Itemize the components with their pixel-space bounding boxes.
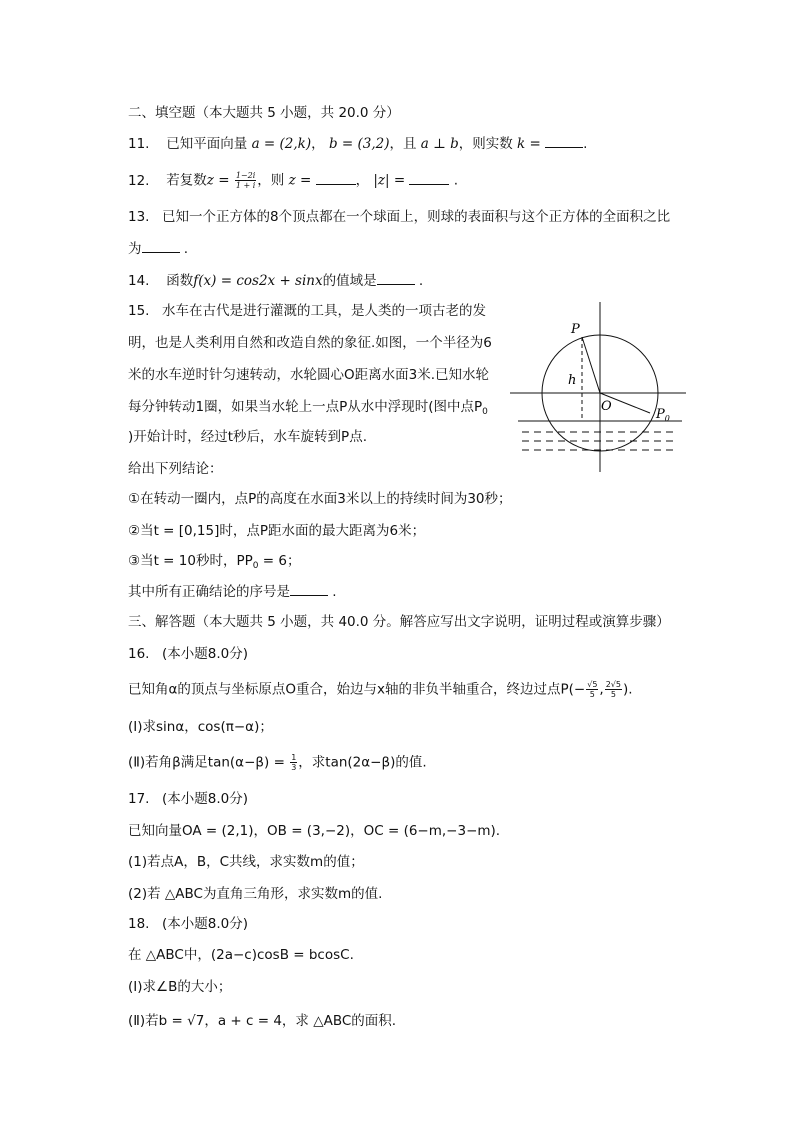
q15-text4-sub: 0 [482, 407, 488, 417]
q12-text-b: ，则 [257, 172, 285, 189]
q16-frac3-bot: 3 [291, 763, 297, 772]
q18-score: (本小题8.0分) [162, 916, 249, 932]
q16-frac-3 [290, 753, 297, 772]
question-15-line10 [128, 583, 337, 601]
answer-blank[interactable] [545, 135, 583, 148]
label-h: h [568, 373, 577, 388]
q11-comma: ， [311, 136, 325, 152]
q14-text-b: 的值域是 [322, 273, 377, 289]
q16-frac-1 [586, 680, 598, 699]
question-15-line1 [128, 302, 486, 320]
q16-part-2 [128, 753, 427, 772]
q11-perp: a ⊥ b [420, 136, 459, 152]
q15-text1: 水车在古代是进行灌溉的工具，是人类的一项古老的发 [162, 303, 486, 319]
question-15-line5: )开始计时，经过t秒后，水车旋转到P点. [128, 429, 367, 445]
question-15-line2: 明，也是人类利用自然和改造自然的象征.如图，一个半径为6 [128, 335, 492, 351]
q13-text2: 为 [128, 241, 142, 257]
question-12 [128, 171, 458, 190]
q16-stem-b: ). [623, 681, 633, 698]
q12-period: . [453, 172, 459, 189]
q12-fraction [235, 171, 256, 190]
q12-frac-top: 1−2i [235, 171, 256, 180]
q15-c3-a: ③当t = 10秒时，PP [128, 553, 253, 569]
question-11 [128, 135, 587, 153]
question-number: 15. [128, 303, 150, 319]
q16-part-1: (Ⅰ)求sinα，cos(π−α)； [128, 719, 273, 735]
question-16-stem: 已知角α的顶点与坐标原点O重合，始边与x轴的非负半轴重合，终边过点P(− $\frac{√5}{5}$ , $\frac{2√5}{5}$ ). [128, 680, 633, 699]
question-number: 12. [128, 172, 150, 189]
q12-text-a: 若复数 [166, 172, 207, 189]
q15-conclusion-2: ②当t = [0,15]时，点P距水面的最大距离为6米； [128, 523, 426, 539]
q12-zbar: z = [288, 172, 312, 189]
question-17-header [128, 790, 248, 808]
q16-frac1-top: √5 [587, 680, 598, 689]
question-15-line3: 米的水车逆时针匀速转动，水轮圆心O距离水面3米.已知水轮 [128, 367, 490, 383]
q14-text-a: 函数 [166, 273, 194, 289]
question-number: 16. [128, 646, 150, 662]
radius-OP [582, 337, 600, 393]
q15-conclusion-1: ①在转动一圈内，点P的高度在水面3米以上的持续时间为30秒； [128, 491, 512, 507]
q12-frac-bot: 1 + i [235, 181, 256, 190]
question-15-line4 [128, 398, 488, 421]
label-P0-sub: 0 [664, 414, 670, 423]
q16-frac-2 [605, 680, 622, 699]
q15-conclusion-3 [128, 552, 300, 575]
answer-blank[interactable] [409, 172, 449, 185]
fill-blank-section-header: 二、填空题（本大题共 5 小题，共 20.0 分） [128, 105, 400, 121]
q12-z: z = [206, 172, 230, 189]
q16-frac2-bot: 5 [610, 690, 616, 699]
q15-text4: 每分钟转动1圈，如果当水轮上一点P从水中浮现时(图中点P [128, 399, 483, 415]
question-18-header [128, 915, 248, 933]
answer-blank[interactable] [377, 272, 415, 285]
q14-period: . [418, 273, 424, 289]
q18-stem: 在 △ABC中，(2a−c)cosB = bcosC. [128, 947, 354, 963]
label-O: O [601, 399, 612, 414]
q15-period: . [332, 584, 337, 600]
question-15-line6: 给出下列结论： [128, 461, 223, 477]
q11-vector-a: a = (2,k) [251, 136, 312, 152]
q11-text-b: ，且 [389, 136, 417, 152]
question-number: 13. [128, 209, 150, 225]
question-13-line2 [128, 240, 188, 258]
label-P: P [571, 322, 580, 337]
q12-text-c: ， [355, 172, 370, 189]
q17-score: (本小题8.0分) [162, 791, 249, 807]
q17-part-2: (2)若 △ABC为直角三角形，求实数m的值. [128, 886, 383, 902]
q11-period: . [583, 136, 588, 152]
q11-text-c: ，则实数 [458, 136, 513, 152]
q15-c3-b: = 6； [258, 553, 301, 569]
q16-frac1-bot: 5 [589, 690, 595, 699]
q13-text: 已知一个正方体的8个顶点都在一个球面上，则球的表面积与这个正方体的全面积之比 [162, 209, 671, 225]
question-13-line1 [128, 208, 670, 226]
q16-score: (本小题8.0分) [162, 646, 249, 662]
question-number: 18. [128, 916, 150, 932]
answer-section-header: 三、解答题（本大题共 5 小题，共 40.0 分。解答应写出文字说明，证明过程或演算步骤） [128, 614, 670, 630]
q16-part2-a: (Ⅱ)若角β满足tan(α−β) = [128, 754, 285, 771]
q16-frac2-top: 2√5 [605, 680, 621, 689]
answer-blank[interactable] [290, 583, 328, 596]
q16-part2-b: ，求tan(2α−β)的值. [298, 754, 427, 771]
water-wheel-figure [508, 300, 688, 475]
q11-vector-b: b = (3,2) [328, 136, 390, 152]
q11-k: k = [517, 136, 541, 152]
q18-part-2: (Ⅱ)若b = √7，a + c = 4，求 △ABC的面积. [128, 1013, 397, 1029]
question-number: 17. [128, 791, 150, 807]
q18-part-1: (Ⅰ)求∠B的大小； [128, 979, 232, 995]
q17-part-1: (1)若点A，B，C共线，求实数m的值； [128, 854, 364, 870]
q12-absz: |z| = [373, 172, 406, 189]
question-number: 14. [128, 273, 150, 289]
q16-frac3-top: 1 [291, 753, 297, 762]
q14-func: f(x) = cos2x + sinx [193, 273, 323, 289]
q15-c3-sub: 0 [252, 561, 259, 571]
label-P0 [655, 407, 670, 423]
q11-text-a: 已知平面向量 [166, 136, 248, 152]
answer-blank[interactable] [142, 240, 180, 253]
answer-blank[interactable] [316, 172, 356, 185]
question-number: 11. [128, 136, 150, 152]
q16-stem-a: 已知角α的顶点与坐标原点O重合，始边与x轴的非负半轴重合，终边过点P(− [128, 681, 586, 698]
question-16-header [128, 645, 248, 663]
q17-stem: 已知向量OA = (2,1)，OB = (3,−2)，OC = (6−m,−3−m). [128, 823, 501, 839]
q13-period: . [183, 241, 189, 257]
q15-text10: 其中所有正确结论的序号是 [128, 584, 290, 600]
question-14 [128, 272, 423, 290]
label-P0-main: P [656, 407, 665, 422]
